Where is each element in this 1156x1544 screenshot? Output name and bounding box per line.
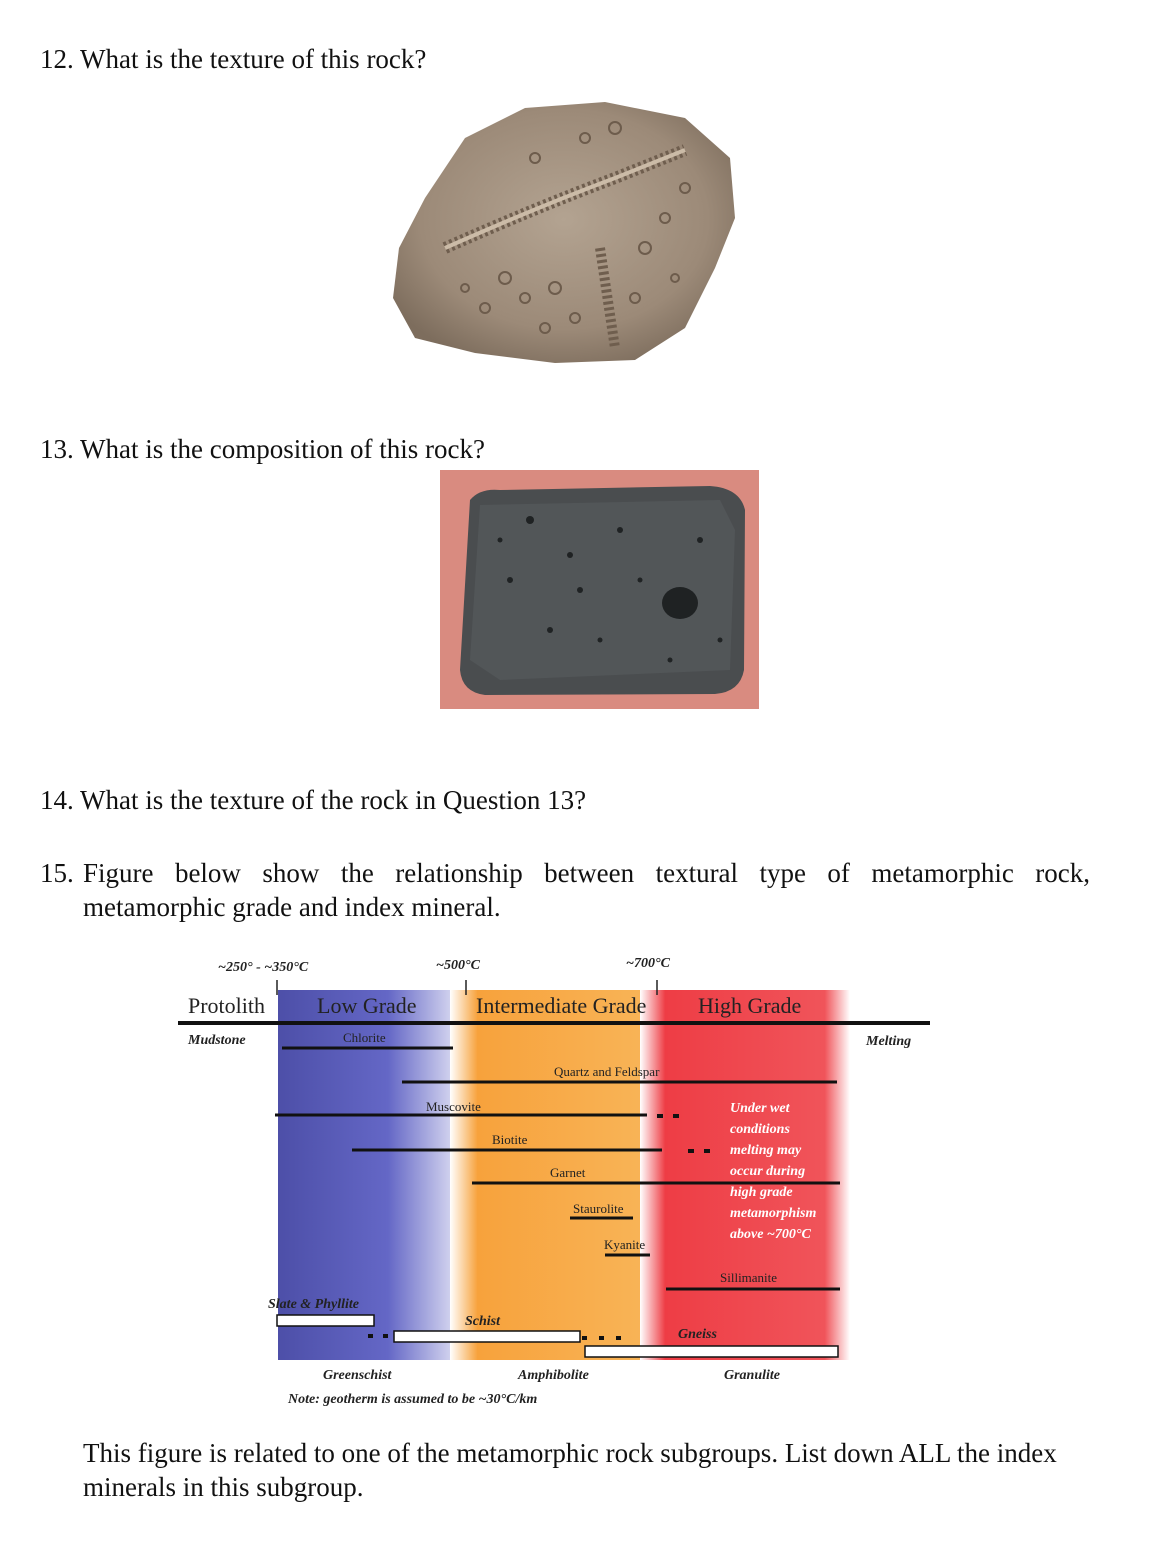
metamorphic-grade-figure bbox=[170, 945, 950, 1415]
staurolite-label: Staurolite bbox=[573, 1201, 624, 1216]
vesicular-rock-image bbox=[440, 470, 759, 709]
wet-note-line-5: high grade bbox=[730, 1185, 793, 1200]
crinoid-fossil-rock-image bbox=[385, 98, 745, 366]
kyanite-label: Kyanite bbox=[604, 1237, 646, 1252]
wet-note-line-4: occur during bbox=[730, 1164, 806, 1179]
question-12: 12. What is the texture of this rock? bbox=[40, 44, 427, 74]
schist-label: Schist bbox=[465, 1314, 501, 1329]
protolith-label: Protolith bbox=[188, 993, 266, 1018]
slate-phyllite-label: Slate & Phyllite bbox=[268, 1297, 359, 1312]
wet-note-line-7: above ~700°C bbox=[730, 1227, 811, 1242]
biotite-label: Biotite bbox=[492, 1132, 528, 1147]
question-15 bbox=[40, 856, 1090, 924]
intermediate-grade-label: Intermediate Grade bbox=[476, 993, 647, 1018]
question-15-followup: This figure is related to one of the metamorphic rock subgroups. List down ALL the index minerals in this subgroup. bbox=[83, 1438, 1057, 1502]
greenschist-label: Greenschist bbox=[323, 1368, 392, 1383]
gneiss-label: Gneiss bbox=[678, 1327, 717, 1342]
question-14: 14. What is the texture of the rock in Question 13? bbox=[40, 785, 587, 815]
chlorite-label: Chlorite bbox=[343, 1030, 386, 1045]
wet-note-line-2: conditions bbox=[730, 1122, 790, 1137]
mudstone-label: Mudstone bbox=[188, 1033, 246, 1048]
question-13: 13. What is the composition of this rock? bbox=[40, 434, 485, 464]
granulite-label: Granulite bbox=[724, 1368, 781, 1383]
gneiss-range bbox=[585, 1346, 838, 1357]
question-15-number: 15. bbox=[40, 858, 74, 888]
temp-label-mid: ~500°C bbox=[436, 958, 480, 973]
question-15-text: Figure below show the relationship between textural type of metamorphic rock, metamorphic grade and index mineral. bbox=[83, 858, 1090, 922]
sillimanite-label: Sillimanite bbox=[720, 1270, 778, 1285]
slate-phyllite-range bbox=[277, 1315, 374, 1326]
amphibolite-label: Amphibolite bbox=[518, 1368, 589, 1383]
temp-label-low: ~250° - ~350°C bbox=[218, 960, 309, 975]
melting-label: Melting bbox=[866, 1034, 912, 1049]
temp-label-high: ~700°C bbox=[626, 956, 670, 971]
low-grade-label: Low Grade bbox=[317, 993, 417, 1018]
geotherm-note: Note: geotherm is assumed to be ~30°C/km bbox=[288, 1392, 538, 1407]
garnet-label: Garnet bbox=[550, 1165, 586, 1180]
schist-range bbox=[394, 1331, 580, 1342]
quartz-feldspar-label: Quartz and Feldspar bbox=[554, 1064, 660, 1079]
wet-note-line-3: melting may bbox=[730, 1143, 802, 1158]
wet-note-line-1: Under wet bbox=[730, 1101, 790, 1116]
high-grade-label: High Grade bbox=[698, 993, 802, 1018]
wet-note-line-6: metamorphism bbox=[730, 1206, 817, 1221]
muscovite-label: Muscovite bbox=[426, 1099, 481, 1114]
